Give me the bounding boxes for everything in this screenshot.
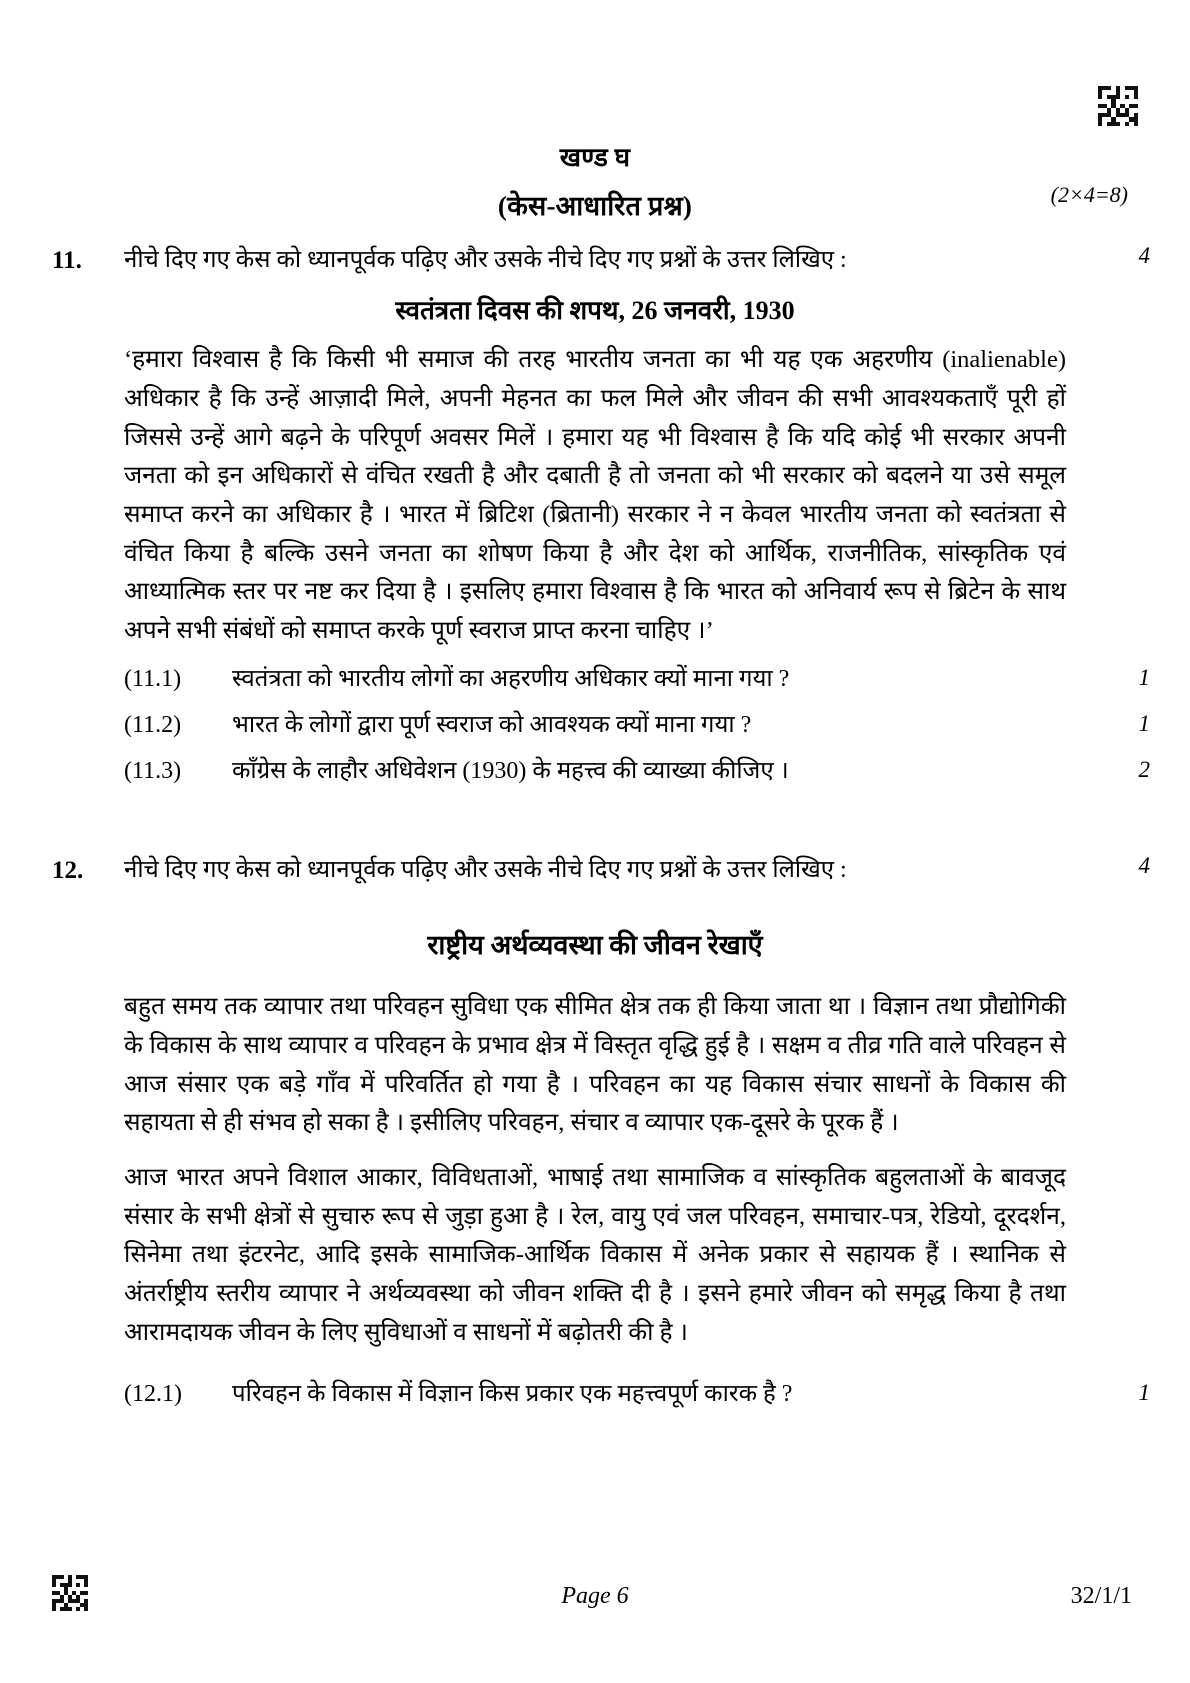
sub-question-11-1-label: (11.1) xyxy=(124,665,182,692)
paragraph-spacer xyxy=(0,1352,1190,1366)
section-marks-note: (2×4=8) xyxy=(1050,182,1128,207)
question-11-instruction: नीचे दिए गए केस को ध्यानपूर्वक पढ़िए और उसके नीचे दिए गए प्रश्नों के उत्तर लिखिए : xyxy=(124,247,847,273)
sub-question-11-3-marks: 2 xyxy=(1138,756,1150,782)
sub-question-12-1-text: परिवहन के विकास में विज्ञान किस प्रकार एक महत्त्वपूर्ण कारक है ? xyxy=(232,1381,793,1408)
question-12-row xyxy=(0,853,1190,889)
paper-code: 32/1/1 xyxy=(1070,1583,1132,1609)
sub-question-11-3-text: काँग्रेस के लाहौर अधिवेशन (1930) के महत्त्व की व्याख्या कीजिए । xyxy=(232,757,789,784)
question-12-instruction: नीचे दिए गए केस को ध्यानपूर्वक पढ़िए और उसके नीचे दिए गए प्रश्नों के उत्तर लिखिए : xyxy=(124,856,847,883)
question-12-number: 12. xyxy=(52,856,84,884)
sub-question-11-2-marks: 1 xyxy=(1138,710,1150,736)
page-footer xyxy=(0,1583,1190,1617)
question-11-marks: 4 xyxy=(1138,243,1150,268)
sub-question-11-1-text: स्वतंत्रता को भारतीय लोगों का अहरणीय अधिकार क्यों माना गया ? xyxy=(232,665,790,692)
question-12-marks: 4 xyxy=(1138,852,1150,878)
page-number-label: Page 6 xyxy=(561,1583,629,1609)
sub-question-11-2-text: भारत के लोगों द्वारा पूर्ण स्वराज को आवश्यक क्यों माना गया ? xyxy=(232,711,752,738)
question-12-passage-1: बहुत समय तक व्यापार तथा परिवहन सुविधा एक सीमित क्षेत्र तक ही किया जाता था । विज्ञान तथा प्रौद्योगिकी के विकास के साथ व्यापार व परिवहन के प्रभाव क्षेत्र में विस्तृत वृद्धि हुई है । सक्षम व तीव्र गति वाले परिवहन से आज संसार एक बड़े गाँव में परिवर्तित हो गया है । परिवहन का यह विकास संचार साधनों के विकास की सहायता से ही संभव हो सका है । इसीलिए परिवहन, संचार व व्यापार एक-दूसरे के पूरक हैं । xyxy=(124,993,1066,1137)
section-spacer xyxy=(0,789,1190,833)
question-12-case-title: राष्ट्रीय अर्थव्यवस्था की जीवन रेखाएँ xyxy=(427,930,763,961)
sub-question-11-2-label: (11.2) xyxy=(124,711,182,738)
sub-question-11-3-label: (11.3) xyxy=(124,757,182,784)
question-11-case-title: स्वतंत्रता दिवस की शपथ, 26 जनवरी, 1930 xyxy=(395,296,795,326)
sub-question-12-1-label: (12.1) xyxy=(124,1381,182,1408)
question-12-passage-2: आज भारत अपने विशाल आकार, विविधताओं, भाषाई तथा सामाजिक व सांस्कृतिक बहुलताओं के बावजूद संसार के सभी क्षेत्रों से सुचारु रूप से जुड़ा हुआ है । रेल, वायु एवं जल परिवहन, समाचार-पत्र, रेडियो, दूरदर्शन, सिनेमा तथा इंटरनेट, आदि इसके सामाजिक-आर्थिक विकास में अनेक प्रकार से सहायक हैं । स्थानिक से अंतर्राष्ट्रीय स्तरीय व्यापार ने अर्थव्यवस्था को जीवन शक्ति दी है । इसने हमारे जीवन को समृद्ध किया है तथा आरामदायक जीवन के लिए सुविधाओं व साधनों में बढ़ोतरी की है । xyxy=(124,1163,1066,1346)
qr-code-top-right xyxy=(1098,86,1138,126)
question-11-passage: ‘हमारा विश्वास है कि किसी भी समाज की तरह भारतीय जनता का भी यह एक अहरणीय (inalienable) अधिकार है कि उन्हें आज़ादी मिले, अपनी मेहनत का फल मिले और जीवन की सभी आवश्यकताएँ पूरी हों जिससे उन्हें आगे बढ़ने के परिपूर्ण अवसर मिलें । हमारा यह भी विश्वास है कि यदि कोई भी सरकार अपनी जनता को इन अधिकारों से वंचित रखती है और दबाती है तो जनता को भी सरकार को बदलने या उसे समूल समाप्त करने का अधिकार है । भारत में ब्रिटिश (ब्रितानी) सरकार ने न केवल भारतीय जनता को स्वतंत्रता से वंचित किया है बल्कि उसने जनता का शोषण किया है और देश को आर्थिक, राजनीतिक, सांस्कृतिक एवं आध्यात्मिक स्तर पर नष्ट कर दिया है । इसलिए हमारा विश्वास है कि भारत को अनिवार्य रूप से ब्रिटेन के साथ अपने सभी संबंधों को समाप्त करके पूर्ण स्वराज प्राप्त करना चाहिए ।’ xyxy=(124,346,1066,645)
sub-question-11-1-marks: 1 xyxy=(1138,664,1150,690)
question-11-row xyxy=(0,243,1190,279)
section-heading: खण्ड घ xyxy=(559,143,631,172)
sub-question-11-3 xyxy=(124,753,1150,789)
sub-question-12-1 xyxy=(124,1376,1150,1412)
sub-question-11-1 xyxy=(124,661,1150,697)
sub-question-12-1-marks: 1 xyxy=(1138,1380,1150,1406)
question-11-number: 11. xyxy=(52,247,82,274)
sub-question-11-2 xyxy=(124,707,1150,743)
section-subheading: (केस-आधारित प्रश्न) xyxy=(497,191,693,221)
